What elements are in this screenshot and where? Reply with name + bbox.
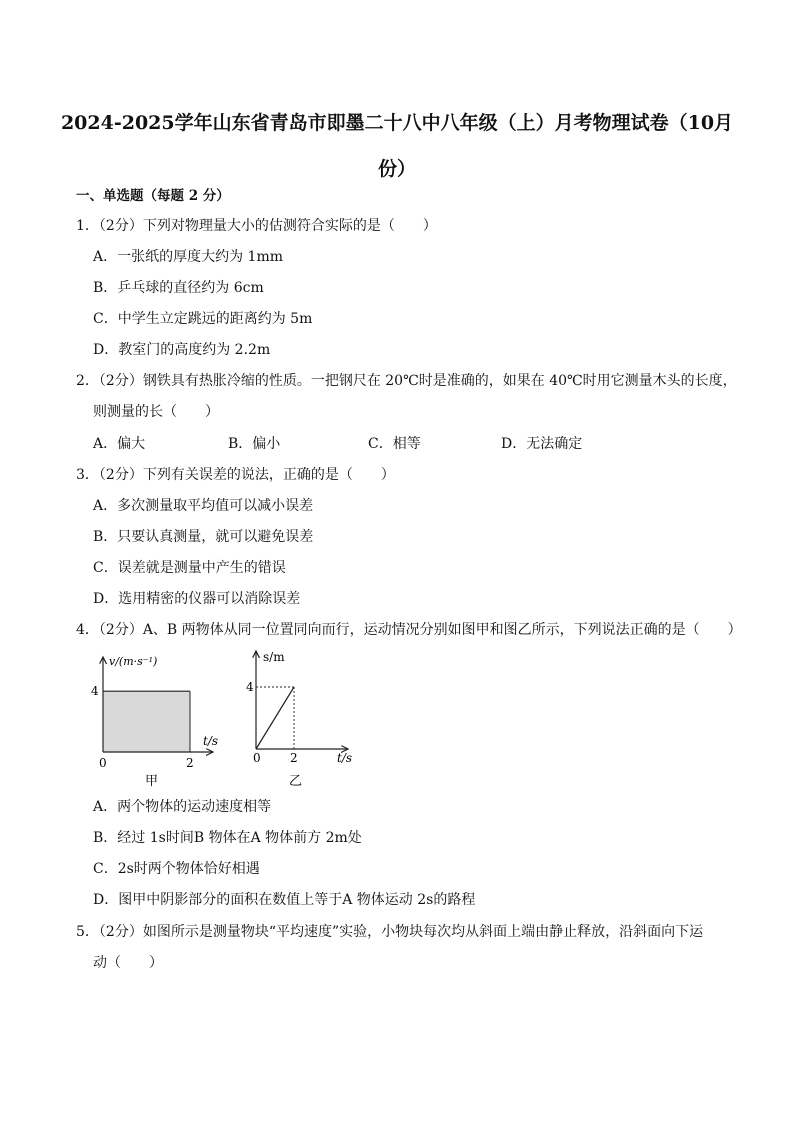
question-2-option-d: D．无法确定 [501,436,583,452]
graph-jia-x-tick-0: 0 [99,756,107,770]
question-5-stem-continued: 动（ ） [93,955,163,971]
question-2-option-c: C．相等 [368,436,421,452]
question-1-option-c: C．中学生立定跳远的距离约为 5m [93,311,313,327]
graph-jia-shaded-area [103,691,190,752]
question-1-option-a: A．一张纸的厚度大约为 1mm [93,249,284,265]
graph-jia-x-tick-2: 2 [186,756,194,770]
question-4-option-c: C．2s时两个物体恰好相遇 [93,861,260,877]
question-1-option-d: D．教室门的高度约为 2.2m [93,342,271,358]
question-3-option-a: A．多次测量取平均值可以减小误差 [93,498,314,514]
graph-yi-x-tick-2: 2 [290,751,298,765]
question-5-stem: 5．（2分）如图所示是测量物块“平均速度”实验，小物块每次均从斜面上端由静止释放，沿斜面向下运 [76,924,704,940]
graph-jia-y-label: v/(m·s⁻¹) [109,655,158,668]
question-2-option-a: A．偏大 [93,436,146,452]
graph-jia-caption: 甲 [145,774,159,789]
question-3-option-b: B．只要认真测量，就可以避免误差 [93,529,314,545]
question-2-stem-continued: 则测量的长（ ） [93,404,219,420]
question-1-stem: 1．（2分）下列对物理量大小的估测符合实际的是（ ） [76,218,437,234]
question-3-option-c: C．误差就是测量中产生的错误 [93,560,286,576]
question-3-stem: 3．（2分）下列有关误差的说法，正确的是（ ） [76,467,395,483]
graph-yi-line [256,687,294,749]
question-4-option-d: D．图甲中阴影部分的面积在数值上等于A 物体运动 2s的路程 [93,892,476,908]
question-4-stem: 4．（2分）A、B 两物体从同一位置同向而行，运动情况分别如图甲和图乙所示，下列说法正确的是（ ） [76,622,742,638]
question-1-option-b: B．乒乓球的直径约为 6cm [93,280,264,296]
graph-yi-y-label: s/m [263,650,285,664]
question-2-stem: 2．（2分）钢铁具有热胀冷缩的性质。一把钢尺在 20℃时是准确的，如果在 40℃时用它测量木头的长度， [76,373,737,389]
question-2-option-b: B．偏小 [228,436,281,452]
graph-jia [85,645,235,790]
section-heading: 一、单选题（每题 2 分） [76,188,230,204]
graph-yi-x-tick-0: 0 [253,751,261,765]
question-4-option-b: B．经过 1s时间B 物体在A 物体前方 2m处 [93,830,362,846]
graph-jia-y-tick: 4 [91,684,99,699]
graph-yi [245,645,370,790]
graph-jia-x-label: t/s [203,734,219,748]
question-3-option-d: D．选用精密的仪器可以消除误差 [93,591,301,607]
question-2-options [93,433,733,453]
graph-yi-y-tick: 4 [246,680,254,694]
graph-yi-caption: 乙 [289,774,303,789]
page-title: 2024-2025学年山东省青岛市即墨二十八中八年级（上）月考物理试卷（10月份） [60,112,734,180]
graph-yi-x-label: t/s [337,751,353,765]
question-4-option-a: A．两个物体的运动速度相等 [93,799,272,815]
